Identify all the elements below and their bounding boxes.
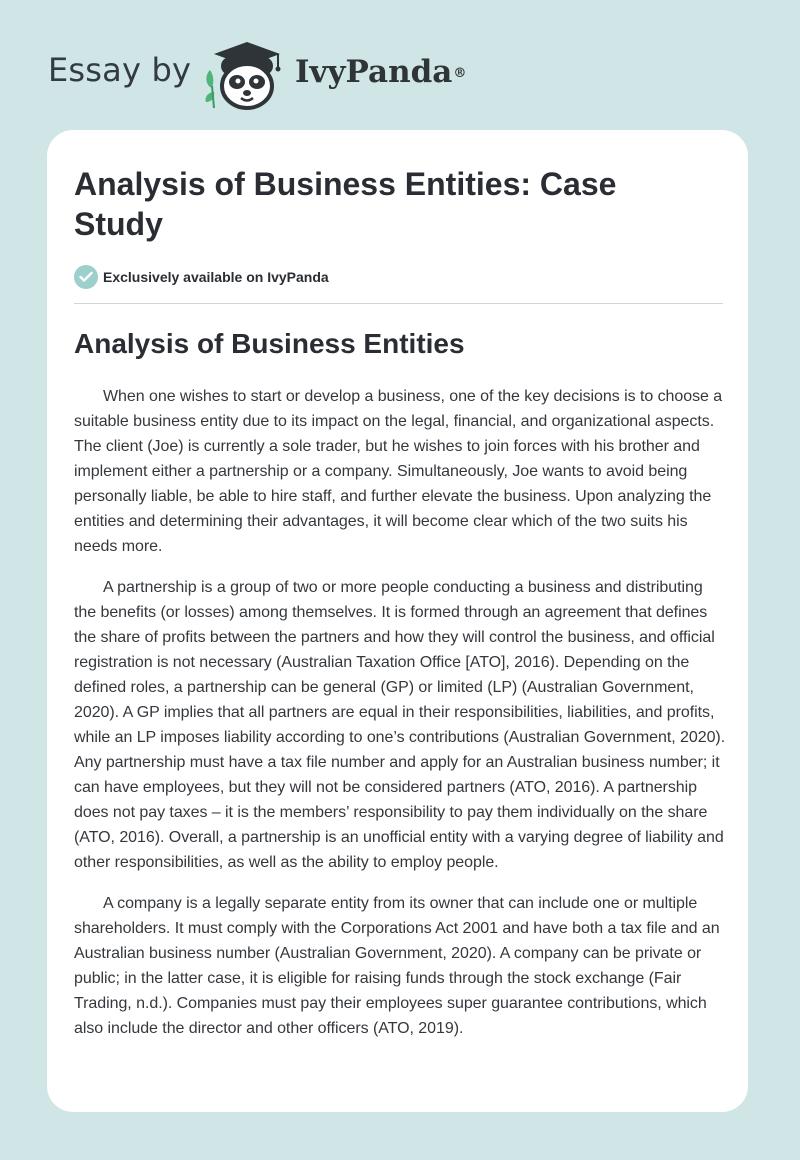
article-body — [74, 384, 726, 1057]
exclusive-badge — [74, 264, 329, 290]
panda-graduation-cap-icon[interactable] — [200, 36, 296, 112]
site-header — [0, 0, 800, 130]
title-divider — [74, 303, 723, 304]
section-heading: Analysis of Business Entities — [74, 328, 465, 359]
paragraph: A company is a legally separate entity from its owner that can include one or multiple shareholders. It must comply with the Corporations Act 2001 and have both a tax file and an Australian business number (Australian Government, 2020). A company can be private or public; in the latter case, it is eligible for raising funds through the stock exchange (Fair Trading, n.d.). Companies must pay their employees super guarantee contributions, which also include the director and other officers (ATO, 2019). — [74, 895, 720, 1037]
paragraph: A partnership is a group of two or more people conducting a business and distributing the benefits (or losses) among themselves. It is formed through an agreement that defines the share of profits between the partners and how they will control the business, and official registration is not necessary (Australian Taxation Office [ATO], 2016). Depending on the defined roles, a partnership can be general (GP) or limited (LP) (Australian Government, 2020). A GP implies that all partners are equal in their responsibilities, liabilities, and profits, while an LP imposes liability according to one’s contributions (Australian Government, 2020). Any partnership must have a tax file number and apply for an Australian business number; it can have employees, but they will not be considered partners (ATO, 2016). A partnership does not pay taxes – it is the members’ responsibility to pay them individually on the share (ATO, 2016). Overall, a partnership is an unofficial entity with a varying degree of liability and other responsibilities, as well as the ability to employ people. — [74, 579, 726, 871]
brand-name[interactable] — [295, 52, 466, 92]
article-title: Analysis of Business Entities: Case Study — [74, 166, 617, 242]
exclusive-badge-text: Exclusively available on IvyPanda — [103, 269, 329, 285]
article-card — [47, 130, 748, 1112]
brand-name-text: IvyPanda — [295, 54, 453, 90]
paragraph: When one wishes to start or develop a business, one of the key decisions is to choose a suitable business entity due to its impact on the legal, financial, and organizational aspects. The client (Joe) is currently a sole trader, but he wishes to join forces with his brother and implement either a partnership or a company. Simultaneously, Joe wants to avoid being personally liable, be able to hire staff, and further elevate the business. Upon analyzing the entities and determining their advantages, it will become clear which of the two suits his needs more. — [74, 388, 723, 555]
check-circle-icon — [74, 265, 98, 289]
registered-mark: ® — [453, 66, 467, 81]
brand-prefix: Essay by — [48, 51, 192, 89]
